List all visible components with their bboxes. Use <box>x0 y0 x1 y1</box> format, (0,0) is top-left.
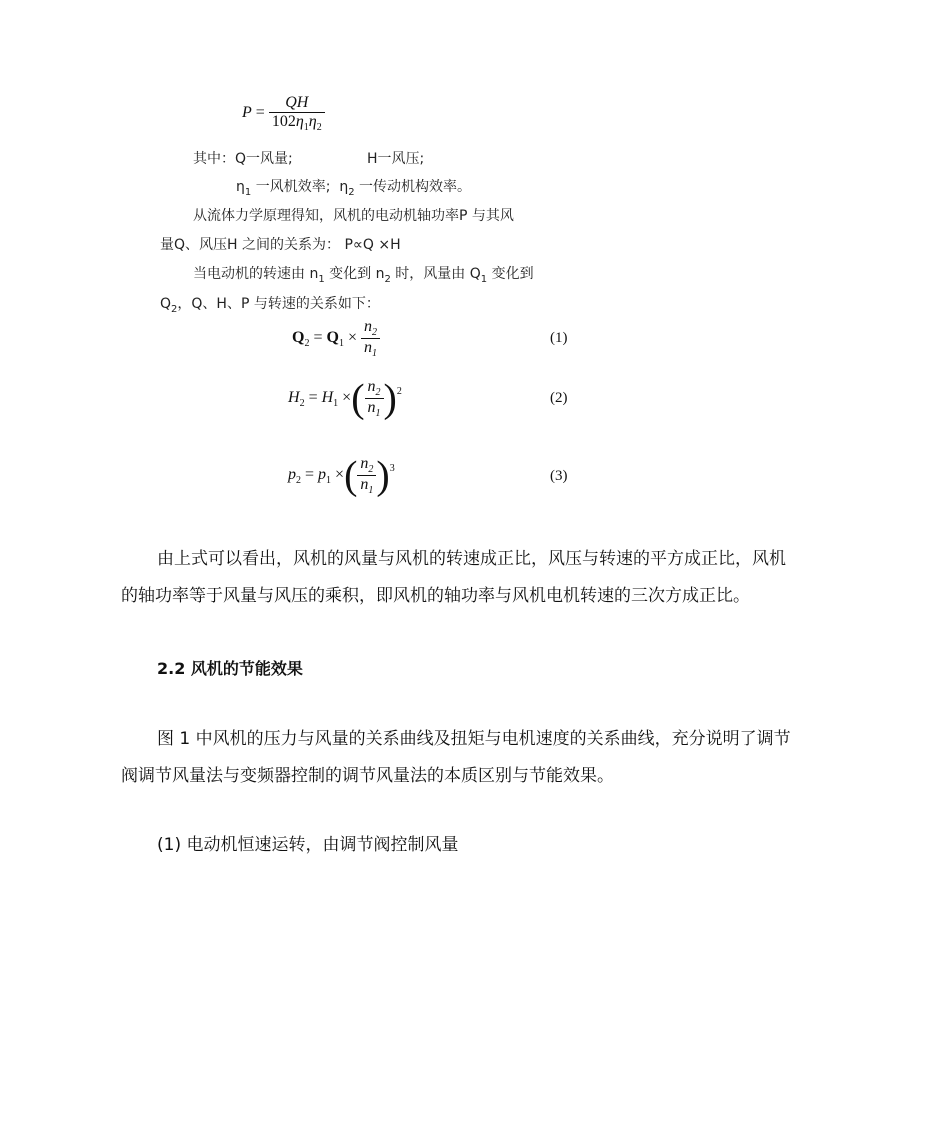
section-heading: 2.2 风机的节能效果 <box>157 659 303 678</box>
eq1-label: (1) <box>550 330 568 346</box>
formula-fraction <box>269 94 325 133</box>
speed-text-a: 当电动机的转速由 n <box>193 266 319 282</box>
eq1-fraction <box>361 318 380 359</box>
eq2-eq: = <box>308 389 318 407</box>
eta-symbol: η <box>295 113 304 130</box>
eq1-den-n: n <box>363 339 372 356</box>
speed-q: Q <box>160 296 172 312</box>
eq3-eq: = <box>305 466 315 484</box>
eq2-times: × <box>342 389 352 407</box>
speed-sub-1: 1 <box>318 274 325 285</box>
eq2-lhs-sub: 2 <box>299 398 305 410</box>
eq2-den-sub: 1 <box>375 408 381 419</box>
eq2-den-n: n <box>367 399 376 416</box>
eq1-num <box>361 318 380 338</box>
where-prefix: 其中： <box>193 151 235 167</box>
speed-text-b: 变化到 n <box>324 266 385 282</box>
eq3-fraction <box>357 455 376 496</box>
eq3-lhs-sub: 2 <box>296 475 301 487</box>
eq3-num-sub: 2 <box>368 464 374 475</box>
conclusion-line1: 由上式可以看出，风机的风量与风机的转速成正比，风压与转速的平方成正比，风机 <box>157 549 786 569</box>
eq3-den <box>357 475 376 496</box>
equation-1 <box>292 318 380 359</box>
equation-2 <box>288 375 402 421</box>
speed-text-c: 时，风量由 Q <box>390 266 481 282</box>
eq2-fraction <box>365 378 384 419</box>
equation-3 <box>288 452 395 498</box>
eq2-rhs-sub: 1 <box>333 398 339 410</box>
eq2-lhs: H <box>288 389 300 407</box>
eq2-num-n: n <box>367 378 376 395</box>
eq3-times: × <box>335 466 345 484</box>
figure-para-line1: 图 1 中风机的压力与风量的关系曲线及扭矩与电机速度的关系曲线，充分说明了调节 <box>157 729 791 749</box>
speed-sub-3: 1 <box>480 274 488 285</box>
eta2-sub: 2 <box>348 187 355 198</box>
eta2-definition: 一传动机构效率。 <box>359 179 472 195</box>
eq3-rhs: p <box>318 466 327 484</box>
eq1-rhs: Q <box>326 329 339 347</box>
eq1-rhs-sub: 1 <box>338 338 344 350</box>
formula-lhs: P <box>242 104 252 122</box>
eq1-num-sub: 2 <box>371 327 377 338</box>
den-coef: 102 <box>271 113 296 130</box>
eq2-exponent: 2 <box>396 386 402 398</box>
speed-para-line2 <box>160 295 380 315</box>
eta2-symbol: η <box>339 179 349 195</box>
eq2-rhs: H <box>321 389 334 407</box>
speed-text-tail: ，Q、H、P 与转速的关系如下： <box>177 296 380 312</box>
eta-sub-2: 2 <box>316 122 322 133</box>
eq2-left-paren: ( <box>351 375 365 421</box>
eq1-eq: = <box>313 329 323 347</box>
eta1-sub: 1 <box>244 187 252 198</box>
speed-sub-2: 2 <box>384 274 391 285</box>
eq3-den-n: n <box>360 476 369 493</box>
formula-denominator <box>269 112 325 133</box>
h-definition: H一风压; <box>367 151 425 167</box>
eq1-den <box>361 338 380 359</box>
eq2-num <box>365 378 384 398</box>
eta1-symbol: η <box>236 179 245 195</box>
eq2-den <box>365 398 384 419</box>
eq2-num-sub: 2 <box>375 387 381 398</box>
formula-numerator: QH <box>285 94 309 111</box>
list-item-1: (1) 电动机恒速运转，由调节阀控制风量 <box>157 835 459 855</box>
eq3-exponent: 3 <box>389 463 395 475</box>
eq3-den-sub: 1 <box>368 485 374 496</box>
formula-eq: = <box>255 104 265 122</box>
eq3-num-n: n <box>360 455 369 472</box>
eq3-left-paren: ( <box>344 452 358 498</box>
power-formula <box>242 94 325 133</box>
fluid-para-line1: 从流体力学原理得知，风机的电动机轴功率P 与其风 <box>193 208 514 224</box>
speed-q-sub: 2 <box>171 304 178 315</box>
eq1-lhs: Q <box>292 329 305 347</box>
eq2-label: (2) <box>550 390 568 406</box>
speed-para-line1 <box>193 265 534 285</box>
q-definition: Q一风量; <box>235 151 293 167</box>
eq3-lhs: p <box>288 466 296 484</box>
eta-line <box>236 178 471 198</box>
eq3-rhs-sub: 1 <box>326 475 332 487</box>
speed-text-d: 变化到 <box>487 266 534 282</box>
eta-symbol: η <box>308 113 317 130</box>
eq3-label: (3) <box>550 468 568 484</box>
conclusion-line2: 的轴功率等于风量与风压的乘积，即风机的轴功率与风机电机转速的三次方成正比。 <box>121 586 750 606</box>
eq3-right-paren: ) <box>376 452 390 498</box>
figure-para-line2: 阀调节风量法与变频器控制的调节风量法的本质区别与节能效果。 <box>121 766 614 786</box>
eta-sub-1: 1 <box>303 122 309 133</box>
eq1-den-sub: 1 <box>371 348 377 359</box>
eq1-times: × <box>347 329 357 347</box>
eq2-right-paren: ) <box>383 375 397 421</box>
eq3-num <box>357 455 376 475</box>
eta1-definition: 一风机效率; <box>255 179 331 195</box>
eq1-lhs-sub: 2 <box>304 338 310 350</box>
where-line <box>193 150 293 168</box>
eq1-num-n: n <box>363 318 372 335</box>
fluid-para-line2: 量Q、风压H 之间的关系为： P∝Q ×H <box>160 237 401 253</box>
